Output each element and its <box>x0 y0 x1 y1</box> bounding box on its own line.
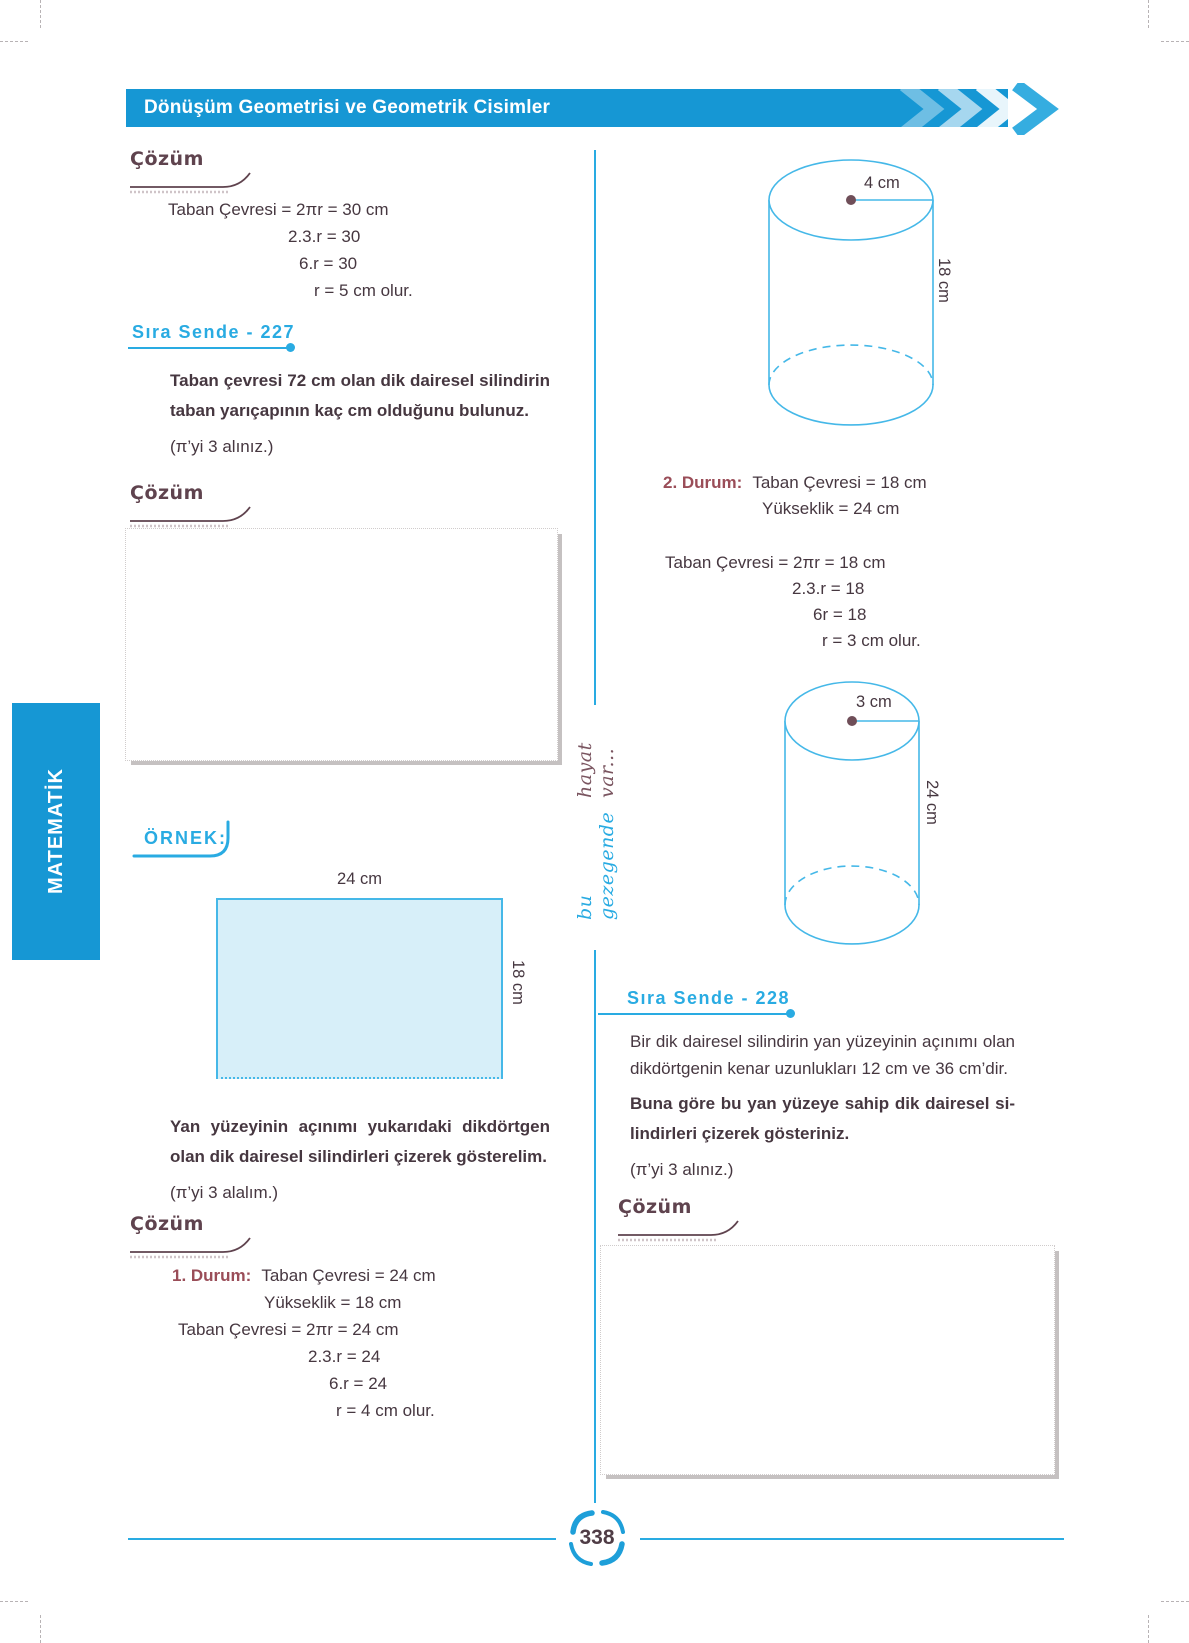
pi-note: (π’yi 3 alınız.) <box>630 1160 734 1179</box>
exercise-227-text <box>170 366 550 462</box>
math-line: r = 3 cm olur. <box>822 631 921 650</box>
chapter-title: Dönüşüm Geometrisi ve Geometrik Cisimler <box>144 97 551 118</box>
solution-227-worked-math <box>168 196 498 304</box>
exercise-227-underline-dot <box>286 343 295 352</box>
math-line: 2.3.r = 24 <box>308 1347 381 1366</box>
case-2-title: 2. Durum: <box>663 473 743 492</box>
solution-227-answer-box[interactable] <box>125 528 558 761</box>
case-1-facts <box>172 1262 552 1289</box>
math-line: 6r = 18 <box>813 605 867 624</box>
column-divider <box>594 950 596 1503</box>
solution-underline-swoosh-icon <box>128 172 268 198</box>
crop-mark <box>0 41 28 42</box>
exercise-line: lindirleri çizerek gösteriniz. <box>630 1124 850 1143</box>
chevron-decoration-icon <box>890 83 1090 135</box>
case-1-title: 1. Durum: <box>172 1266 252 1285</box>
pi-note: (π’yi 3 alınız.) <box>170 437 274 456</box>
math-line: r = 4 cm olur. <box>336 1401 435 1420</box>
exercise-line: Buna göre bu yan yüzeye sahip dik dairesel si- <box>630 1094 1015 1113</box>
center-dot <box>847 716 857 726</box>
center-dot <box>846 195 856 205</box>
solution-228-answer-box[interactable] <box>600 1245 1055 1475</box>
footer-rule-right <box>640 1538 1064 1540</box>
decorative-script-note <box>574 700 618 920</box>
example-line: olan dik dairesel silindirleri çizerek gösterelim. <box>170 1147 547 1166</box>
exercise-line: Bir dik dairesel silindirin yan yüzeyinin açınımı olan <box>630 1032 1015 1051</box>
exercise-227-heading: Sıra Sende - 227 <box>132 322 296 342</box>
exercise-line: dikdörtgenin kenar uzunlukları 12 cm ve 36 cm’dir. <box>630 1059 1008 1078</box>
script-note-part2: hayat var... <box>574 742 618 798</box>
cylinder-bottom-visible-arc <box>769 385 933 425</box>
example-underline-bracket-icon <box>132 816 244 860</box>
case-2-fact2: Yükseklik = 24 cm <box>762 499 900 518</box>
crop-mark <box>40 1615 41 1643</box>
math-line: Taban Çevresi = 2πr = 18 cm <box>665 553 886 572</box>
exercise-line: taban yarıçapının kaç cm olduğunu bulunuz. <box>170 401 529 420</box>
rectangle-diagram <box>216 898 503 1079</box>
exercise-line: Taban çevresi 72 cm olan dik dairesel silindirin <box>170 371 550 390</box>
rectangle-width-label: 24 cm <box>337 870 382 888</box>
cylinder-bottom-visible-arc <box>785 905 919 944</box>
math-line: r = 5 cm olur. <box>314 281 413 300</box>
solution-label: Çözüm <box>130 1213 204 1235</box>
case-2-worked-math <box>663 470 1053 654</box>
example-text <box>170 1112 550 1208</box>
crop-mark <box>1148 0 1149 28</box>
crop-mark <box>0 1601 28 1602</box>
exercise-228-underline <box>598 1013 788 1015</box>
column-divider <box>594 150 596 705</box>
case-1-worked-math <box>172 1262 552 1424</box>
cylinder-1-height-label: 18 cm <box>935 258 953 303</box>
pi-note: (π’yi 3 alalım.) <box>170 1183 279 1202</box>
cylinder-1-radius-label: 4 cm <box>864 174 900 192</box>
solution-label: Çözüm <box>618 1196 692 1218</box>
cylinder-2-radius-label: 3 cm <box>856 693 892 711</box>
footer-rule-left <box>128 1538 556 1540</box>
case-2-fact1: Taban Çevresi = 18 cm <box>752 473 927 492</box>
case-2-facts <box>663 470 1053 496</box>
math-line: 2.3.r = 30 <box>288 227 361 246</box>
crop-mark <box>1161 1601 1189 1602</box>
cylinder-bottom-hidden-arc <box>769 345 933 385</box>
rectangle-height-label: 18 cm <box>509 960 527 1005</box>
case-1-fact1: Taban Çevresi = 24 cm <box>261 1266 436 1285</box>
math-line: 6.r = 30 <box>299 254 358 273</box>
cylinder-bottom-hidden-arc <box>785 866 919 905</box>
cylinder-2-height-label: 24 cm <box>923 780 941 825</box>
sidebar-subject-label: MATEMATİK <box>44 768 67 895</box>
exercise-228-text <box>630 1028 1015 1185</box>
case-1-fact2: Yükseklik = 18 cm <box>264 1293 402 1312</box>
solution-underline-swoosh-icon <box>616 1220 756 1246</box>
crop-mark <box>40 0 41 28</box>
example-line: Yan yüzeyinin açınımı yukarıdaki dikdörtgen <box>170 1117 550 1136</box>
crop-mark <box>1148 1615 1149 1643</box>
chapter-header-bar <box>126 89 1008 127</box>
math-line: 2.3.r = 18 <box>792 579 865 598</box>
script-note-part1: bu gezegende <box>574 811 618 920</box>
solution-underline-swoosh-icon <box>128 1237 268 1263</box>
exercise-227-underline <box>128 347 288 349</box>
exercise-228-underline-dot <box>786 1009 795 1018</box>
example-label: ÖRNEK: <box>144 828 227 848</box>
sidebar-subject-tab <box>12 703 100 960</box>
solution-label: Çözüm <box>130 148 204 170</box>
math-line: Taban Çevresi = 2πr = 24 cm <box>178 1320 399 1339</box>
crop-mark <box>1161 41 1189 42</box>
exercise-228-heading: Sıra Sende - 228 <box>627 988 791 1008</box>
cylinder-1-diagram <box>760 148 956 434</box>
solution-label: Çözüm <box>130 482 204 504</box>
math-line: 6.r = 24 <box>329 1374 388 1393</box>
page-number: 338 <box>579 1526 615 1549</box>
math-line: Taban Çevresi = 2πr = 30 cm <box>168 200 389 219</box>
